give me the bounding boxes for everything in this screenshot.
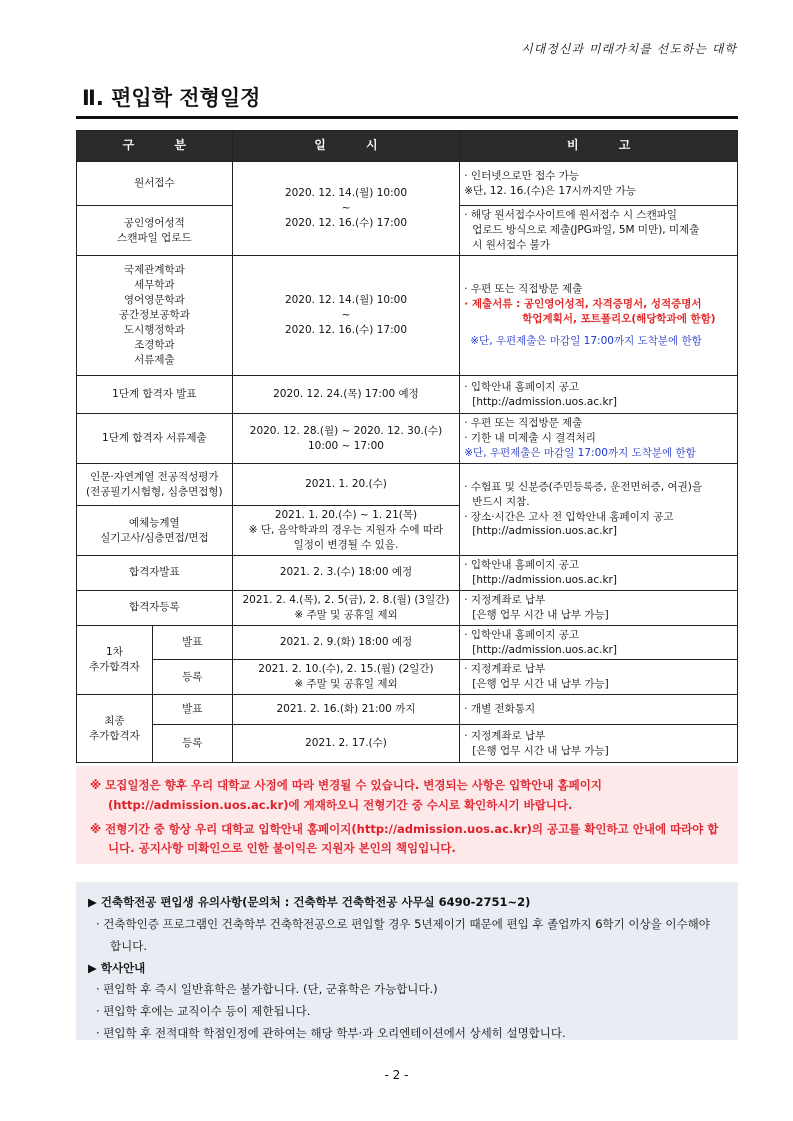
row-date: 2021. 1. 20.(수) ~ 1. 21(목) ※ 단, 음악학과의 경우는 지원자 수에 따라 일정이 변경될 수 있음. bbox=[232, 506, 460, 556]
table-row bbox=[77, 660, 738, 695]
group-label: 최종 추가합격자 bbox=[77, 695, 153, 763]
section-title: Ⅱ. 편입학 전형일정 bbox=[82, 86, 261, 110]
table-row bbox=[77, 376, 738, 414]
table-header-row bbox=[77, 131, 738, 162]
row-note: · 지정계좌로 납부 [은행 업무 시간 내 납부 가능] bbox=[460, 660, 738, 695]
academic-item: · 편입학 후 전적대학 학점인정에 관하여는 해당 학부·과 오리엔테이션에서 상세히 설명합니다. bbox=[96, 1026, 566, 1041]
row-note: · 인터넷으로만 접수 가능 ※단, 12. 16.(수)은 17시까지만 가능 bbox=[460, 162, 738, 206]
header-date: 일 시 bbox=[232, 131, 460, 162]
row-label: 합격자등록 bbox=[77, 590, 233, 625]
row-date: 2021. 1. 20.(수) bbox=[232, 464, 460, 506]
page-number: - 2 - bbox=[384, 1068, 409, 1082]
row-note: · 해당 원서접수사이트에 원서접수 시 스캔파일 업로드 방식으로 제출(JPG파일, 5M 미만), 미제출 시 원서접수 불가 bbox=[460, 206, 738, 256]
row-note: · 지정계좌로 납부 [은행 업무 시간 내 납부 가능] bbox=[460, 725, 738, 763]
row-note: · 우편 또는 직접방문 제출 · 기한 내 미제출 시 결격처리 ※단, 우편제출은 마감일 17:00까지 도착분에 한함 bbox=[460, 414, 738, 464]
row-note: · 입학안내 홈페이지 공고 [http://admission.uos.ac.kr] bbox=[460, 376, 738, 414]
sub-label: 발표 bbox=[152, 695, 232, 725]
notice-item: ※ 전형기간 중 항상 우리 대학교 입학안내 홈페이지(http://admission.uos.ac.kr)의 공고를 확인하고 안내에 따라야 합니다. 공지사항 미확인으로 인한 불이익은 지원자 본인의 책임입니다. bbox=[90, 821, 719, 856]
arch-item: · 건축학인증 프로그램인 건축학부 건축학전공으로 편입할 경우 5년제이기 때문에 편입 후 졸업까지 6학기 이상을 이수해야 합니다. bbox=[96, 916, 710, 953]
row-label: 공인영어성적 스캔파일 업로드 bbox=[77, 206, 233, 256]
table-row bbox=[77, 695, 738, 725]
row-label: 인문·자연계열 전공적성평가 (전공필기시험형, 심층면접형) bbox=[77, 464, 233, 506]
university-slogan: 시대정신과 미래가치를 선도하는 대학 bbox=[521, 42, 737, 56]
table-row bbox=[77, 414, 738, 464]
row-note: · 입학안내 홈페이지 공고 [http://admission.uos.ac.kr] bbox=[460, 625, 738, 660]
row-date: 2021. 2. 16.(화) 21:00 까지 bbox=[232, 695, 460, 725]
row-date: 2021. 2. 3.(수) 18:00 예정 bbox=[232, 556, 460, 591]
row-date: 2020. 12. 14.(월) 10:00 ~ 2020. 12. 16.(수) 17:00 bbox=[232, 256, 460, 376]
academic-item: · 편입학 후 즉시 일반휴학은 불가합니다. (단, 군휴학은 가능합니다.) bbox=[96, 982, 438, 997]
row-date: 2021. 2. 4.(목), 2. 5(금), 2. 8.(월) (3일간) ※ 주말 및 공휴일 제외 bbox=[232, 590, 460, 625]
row-date: 2020. 12. 14.(월) 10:00 ~ 2020. 12. 16.(수) 17:00 bbox=[232, 162, 460, 256]
group-label: 1차 추가합격자 bbox=[77, 625, 153, 695]
row-date: 2020. 12. 24.(목) 17:00 예정 bbox=[232, 376, 460, 414]
header-category: 구 분 bbox=[77, 131, 233, 162]
table-row bbox=[77, 464, 738, 506]
arch-heading: ▶ 건축학전공 편입생 유의사항(문의처 : 건축학부 건축학전공 사무실 6490-2751~2) bbox=[88, 895, 531, 909]
sub-label: 발표 bbox=[152, 625, 232, 660]
row-date: 2021. 2. 9.(화) 18:00 예정 bbox=[232, 625, 460, 660]
table-row bbox=[77, 590, 738, 625]
table-row bbox=[77, 556, 738, 591]
schedule-notice bbox=[76, 766, 738, 864]
title-rule bbox=[76, 116, 738, 119]
table-row bbox=[77, 162, 738, 206]
row-date: 2021. 2. 17.(수) bbox=[232, 725, 460, 763]
row-label: 원서접수 bbox=[77, 162, 233, 206]
row-note: · 우편 또는 직접방문 제출 · 제출서류 : 공인영어성적, 자격증명서, 성적증명서 학업계획서, 포트폴리오(해당학과에 한함) ※단, 우편제출은 마감일 17:00까지 도착분에 한함 bbox=[460, 256, 738, 376]
mail-deadline-note: ※단, 우편제출은 마감일 17:00까지 도착분에 한함 bbox=[470, 335, 702, 348]
sub-label: 등록 bbox=[152, 725, 232, 763]
sub-label: 등록 bbox=[152, 660, 232, 695]
schedule-table bbox=[76, 130, 738, 763]
academic-item: · 편입학 후에는 교직이수 등이 제한됩니다. bbox=[96, 1004, 311, 1019]
row-label: 1단계 합격자 발표 bbox=[77, 376, 233, 414]
notice-item: ※ 모집일정은 향후 우리 대학교 사정에 따라 변경될 수 있습니다. 변경되는 사항은 입학안내 홈페이지 (http://admission.uos.ac.kr)에 게재하오니 전형기간 중 수시로 확인하시기 바랍니다. bbox=[90, 778, 602, 812]
table-row bbox=[77, 256, 738, 376]
row-note: · 입학안내 홈페이지 공고 [http://admission.uos.ac.kr] bbox=[460, 556, 738, 591]
row-date: 2020. 12. 28.(월) ~ 2020. 12. 30.(수) 10:00 ~ 17:00 bbox=[232, 414, 460, 464]
row-label: 1단계 합격자 서류제출 bbox=[77, 414, 233, 464]
row-label: 예체능계열 실기고사/심층면접/면접 bbox=[77, 506, 233, 556]
row-label: 국제관계학과 세무학과 영어영문학과 공간정보공학과 도시행정학과 조경학과 서류제출 bbox=[77, 256, 233, 376]
row-note: · 개별 전화통지 bbox=[460, 695, 738, 725]
row-note: · 지정계좌로 납부 [은행 업무 시간 내 납부 가능] bbox=[460, 590, 738, 625]
row-date: 2021. 2. 10.(수), 2. 15.(월) (2일간) ※ 주말 및 공휴일 제외 bbox=[232, 660, 460, 695]
required-documents: · 제출서류 : 공인영어성적, 자격증명서, 성적증명서 bbox=[464, 297, 702, 310]
table-row bbox=[77, 625, 738, 660]
academic-heading: ▶ 학사안내 bbox=[88, 960, 146, 975]
table-row bbox=[77, 725, 738, 763]
info-box bbox=[76, 882, 738, 1040]
row-label: 합격자발표 bbox=[77, 556, 233, 591]
row-note: · 수험표 및 신분증(주민등록증, 운전면허증, 여권)을 반드시 지참. · 장소·시간은 고사 전 입학안내 홈페이지 공고 [http://admission.uos.ac.kr] bbox=[460, 464, 738, 556]
header-note: 비 고 bbox=[460, 131, 738, 162]
